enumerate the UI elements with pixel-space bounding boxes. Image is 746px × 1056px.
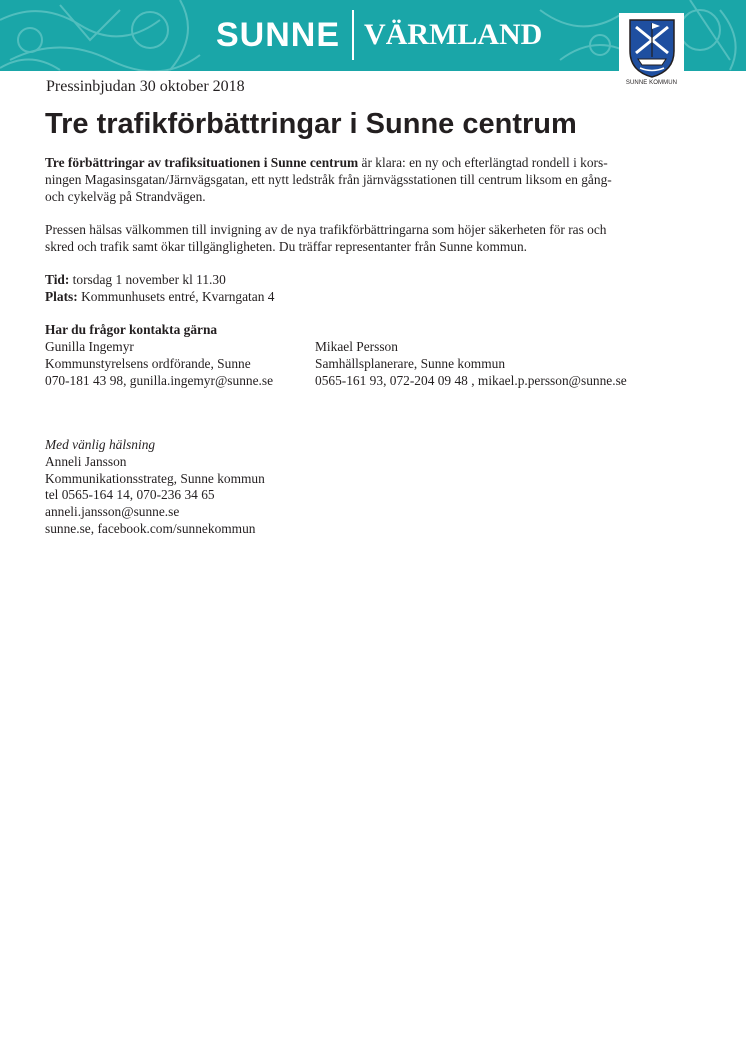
contact-card: [45, 339, 273, 389]
contact-role: Samhällsplanerare, Sunne kommun: [315, 355, 506, 371]
contact-role: Kommunstyrelsens ordförande, Sunne: [45, 355, 251, 371]
intro-line-2: ningen Magasinsgatan/Järnvägsgatan, ett nytt ledstråk från järnvägsstationen till centrum liksom en gång-: [45, 171, 612, 187]
intro-line-1: är klara: en ny och efterlängtad rondell i kors-: [358, 155, 608, 170]
brand-sunne: SUNNE: [216, 15, 341, 54]
invitation-line-1: Pressen hälsas välkommen till invigning av de nya trafikförbättringarna som höjer säkerheten för ras och: [45, 222, 607, 237]
place-label: Plats:: [45, 288, 78, 304]
signature-email: anneli.jansson@sunne.se: [45, 504, 180, 520]
contact-name: Gunilla Ingemyr: [45, 339, 134, 354]
logo-caption: SUNNE KOMMUN: [625, 80, 678, 86]
signature-phone: tel 0565-164 14, 070-236 34 65: [45, 487, 215, 503]
signature-name: Anneli Jansson: [45, 453, 127, 469]
signature-web: sunne.se, facebook.com/sunnekommun: [45, 520, 256, 536]
contact-details: 0565-161 93, 072-204 09 48 , mikael.p.persson@sunne.se: [315, 372, 627, 388]
signature-role: Kommunikationsstrateg, Sunne kommun: [45, 470, 265, 486]
intro-paragraph: [45, 155, 645, 205]
brand-divider: [352, 10, 354, 60]
intro-bold: Tre förbättringar av trafiksituationen i Sunne centrum: [45, 155, 359, 170]
time-value: torsdag 1 november kl 11.30: [69, 272, 226, 287]
time-label: Tid:: [45, 272, 70, 287]
page-title: Tre trafikförbättringar i Sunne centrum: [45, 108, 577, 140]
coat-of-arms-icon: [626, 17, 678, 79]
event-info: [45, 272, 645, 306]
contact-details: 070-181 43 98, gunilla.ingemyr@sunne.se: [45, 372, 274, 388]
invitation-paragraph: [45, 222, 645, 256]
contact-name: Mikael Persson: [315, 339, 398, 354]
brand-wordmark: [216, 10, 542, 60]
contacts-heading: Har du frågor kontakta gärna: [45, 322, 218, 337]
intro-line-3: och cykelväg på Strandvägen.: [45, 188, 206, 204]
contact-card: [315, 339, 627, 389]
brand-varmland: VÄRMLAND: [364, 18, 543, 51]
invitation-line-2: skred och trafik samt ökar tillgängligheten. Du träffar representanter från Sunne kommun.: [45, 238, 528, 254]
municipality-logo: [619, 13, 684, 95]
signature-greeting: Med vänlig hälsning: [45, 437, 156, 452]
dateline: Pressinbjudan 30 oktober 2018: [46, 78, 245, 95]
place-value: Kommunhusets entré, Kvarngatan 4: [77, 288, 275, 304]
signature-block: [45, 437, 645, 538]
